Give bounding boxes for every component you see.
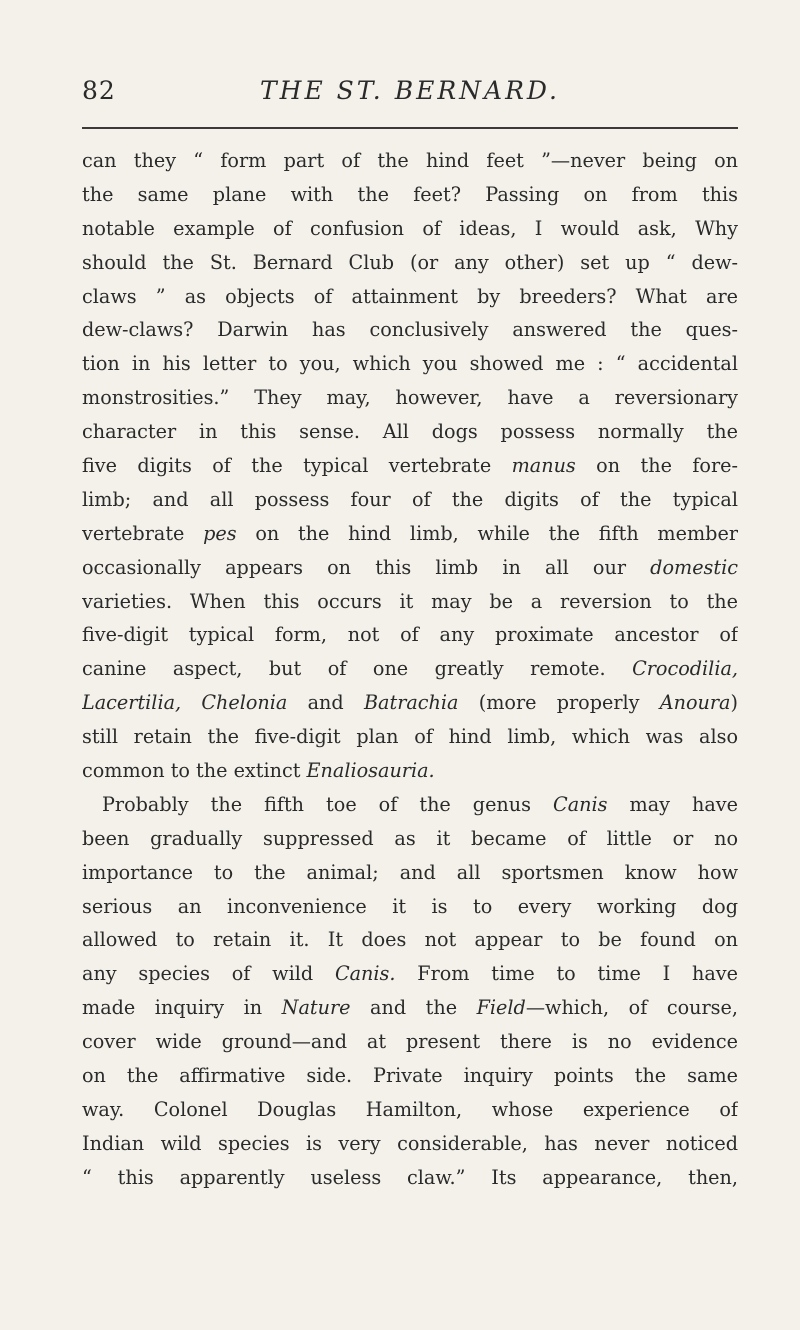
italic-text: Canis.: [334, 962, 396, 986]
text-segment: notable example of confusion of ideas, I would ask, Why: [82, 216, 738, 240]
text-segment: canine aspect, but of one greatly remote.: [82, 657, 633, 681]
text-segment: —which, of course,: [525, 996, 738, 1020]
italic-text: pes: [203, 521, 237, 545]
italic-text: Enaliosauria.: [306, 759, 435, 783]
italic-text: Anoura: [659, 691, 731, 715]
text-line: [82, 923, 738, 957]
text-segment: should the St. Bernard Club (or any other) set up “ dew-: [82, 250, 738, 274]
text-line: [82, 890, 738, 924]
italic-text: Field: [476, 996, 526, 1020]
text-line: [82, 1059, 738, 1093]
text-segment: may have: [607, 792, 738, 816]
text-line: [82, 551, 738, 585]
text-line: [82, 415, 738, 449]
text-line: [82, 991, 738, 1025]
text-line: [82, 144, 738, 178]
text-segment: character in this sense. All dogs possess normally the: [82, 420, 738, 444]
text-segment: any species of wild: [82, 962, 335, 986]
text-line: [82, 381, 738, 415]
text-line: [82, 280, 738, 314]
text-segment: made inquiry in: [82, 996, 282, 1020]
text-segment: “ this apparently useless claw.” Its appearance, then,: [82, 1165, 738, 1189]
italic-text: Crocodilia,: [632, 657, 738, 681]
text-segment: and: [287, 691, 364, 715]
text-line: [82, 754, 738, 788]
running-head: [82, 76, 738, 116]
text-segment: cover wide ground—and at present there is no evidence: [82, 1030, 738, 1054]
text-segment: and the: [350, 996, 477, 1020]
text-line: [82, 1161, 738, 1195]
text-segment: five digits of the typical vertebrate: [82, 454, 512, 478]
text-segment: occasionally appears on this limb in all our: [82, 555, 651, 579]
text-line: [82, 1127, 738, 1161]
body-text: [82, 144, 738, 1195]
italic-text: manus: [511, 454, 576, 478]
text-line: [82, 246, 738, 280]
text-segment: monstrosities.” They may, however, have a reversionary: [82, 386, 738, 410]
text-line: [82, 517, 738, 551]
text-line: [82, 178, 738, 212]
text-segment: allowed to retain it. It does not appear to be found on: [82, 928, 738, 952]
text-line: [82, 686, 738, 720]
text-line: [82, 822, 738, 856]
text-segment: tion in his letter to you, which you showed me : “ accidental: [82, 352, 738, 376]
text-segment: five-digit typical form, not of any proximate ancestor of: [82, 623, 738, 647]
text-segment: been gradually suppressed as it became of little or no: [82, 826, 738, 850]
text-segment: claws ” as objects of attainment by breeders? What are: [82, 284, 738, 308]
text-segment: varieties. When this occurs it may be a reversion to the: [82, 589, 738, 613]
header-rule: [82, 127, 738, 129]
italic-text: Canis: [553, 792, 608, 816]
text-segment: way. Colonel Douglas Hamilton, whose experience of: [82, 1097, 738, 1121]
text-segment: Indian wild species is very considerable, has never noticed: [82, 1131, 738, 1155]
text-line: [82, 856, 738, 890]
text-line: [82, 483, 738, 517]
text-line: [82, 652, 738, 686]
text-segment: limb; and all possess four of the digits of the typical: [82, 487, 738, 511]
text-line: [82, 720, 738, 754]
text-segment: ): [730, 691, 738, 715]
text-segment: the same plane with the feet? Passing on from this: [82, 182, 738, 206]
text-segment: vertebrate: [82, 521, 204, 545]
text-segment: importance to the animal; and all sportsmen know how: [82, 860, 738, 884]
text-segment: on the hind limb, while the fifth member: [236, 521, 738, 545]
text-line: [82, 788, 738, 822]
page-number: 82: [82, 76, 116, 105]
text-segment: common to the extinct: [82, 759, 307, 783]
italic-text: domestic: [650, 555, 738, 579]
text-line: [82, 313, 738, 347]
text-line: [82, 618, 738, 652]
text-line: [82, 449, 738, 483]
italic-text: Lacertilia, Chelonia: [82, 691, 288, 715]
text-segment: on the affirmative side. Private inquiry points the same: [82, 1064, 738, 1088]
text-segment: on the fore-: [575, 454, 738, 478]
text-line: [82, 957, 738, 991]
text-line: [82, 585, 738, 619]
text-line: [82, 1093, 738, 1127]
text-segment: dew-claws? Darwin has conclusively answered the ques-: [82, 318, 738, 342]
text-segment: (more properly: [458, 691, 660, 715]
text-line: [82, 1025, 738, 1059]
running-title: THE ST. BERNARD.: [260, 76, 560, 105]
text-segment: serious an inconvenience it is to every working dog: [82, 894, 738, 918]
text-segment: From time to time I have: [395, 962, 738, 986]
italic-text: Batrachia: [363, 691, 459, 715]
text-line: [82, 347, 738, 381]
text-segment: can they “ form part of the hind feet ”—never being on: [82, 149, 738, 172]
italic-text: Nature: [281, 996, 351, 1020]
text-segment: Probably the fifth toe of the genus: [102, 792, 554, 816]
text-line: [82, 212, 738, 246]
text-segment: still retain the five-digit plan of hind limb, which was also: [82, 725, 738, 749]
